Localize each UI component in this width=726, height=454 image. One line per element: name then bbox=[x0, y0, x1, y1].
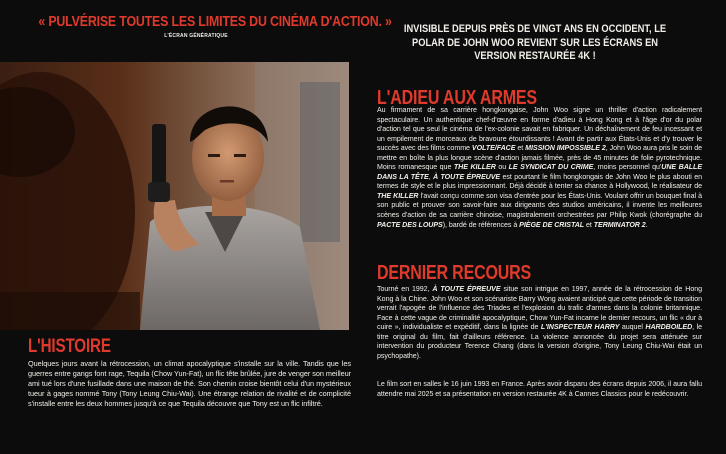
quote-source: L'ÉCRAN GÉNÉRATIQUE bbox=[164, 33, 228, 39]
adieu-heading: L'ADIEU AUX ARMES bbox=[377, 87, 537, 109]
film-still-image bbox=[0, 62, 349, 330]
film-title: THE KILLER bbox=[377, 191, 419, 200]
film-title: HARDBOILED bbox=[645, 323, 693, 332]
film-title: LE SYNDICAT DU CRIME bbox=[508, 163, 594, 172]
intro-banner: INVISIBLE DEPUIS PRÈS DE VINGT ANS EN OCCIDENT, LE POLAR DE JOHN WOO REVIENT SUR LES ÉCRANS EN VERSION RESTAURÉE 4K ! bbox=[403, 23, 667, 62]
film-title: MISSION IMPOSSIBLE 2 bbox=[525, 144, 606, 153]
film-title: THE KILLER bbox=[453, 163, 496, 172]
histoire-body: Quelques jours avant la rétrocession, un climat apocalyptique s'installe sur la ville. Tandis que les guerres entre gangs font rage, Tequila (Chow Yun-Fat), un flic tête brûlée, jure de venger son meilleur ami tué lors d'une fusillade dans une maison de thé. Son chemin croise bientôt celui d'un mystérieux tueur à gages nommé Tony (Tony Leung Chiu-Wai). Une étrange relation de rivalité et de complicité s'installe entre les deux hommes jusqu'à ce que Tequila découvre que Tony est un flic infiltré. bbox=[28, 359, 351, 409]
dernier-heading: DERNIER RECOURS bbox=[377, 262, 532, 284]
dernier-body: Tourné en 1992, À TOUTE ÉPREUVE situe son intrigue en 1997, année de la rétrocession de Hong Kong à la Chine. John Woo et son scénariste Barry Wong avaient anticipé que cette période de transition verrait l'apogée de l'influence des Triades et l'explosion du trafic d'armes dans la colonie britannique. Face à cette vague de criminalité apocalyptique, Chow Yun-Fat incarne le dernier recours, un flic « dur à cuire », individualiste et expéditif, dans la lignée de L'INSPECTEUR HARRY auquel HARDBOILED, le titre original du film, fait d'ailleurs référence. La violence annoncée du projet sera atténuée sur intervention du producteur Terence Chang (dans la version d'origine, Tony Leung Chiu-Wai était un psychopathe). bbox=[377, 285, 702, 360]
film-title: À TOUTE ÉPREUVE bbox=[433, 172, 501, 181]
release-note: Le film sort en salles le 16 juin 1993 en France. Après avoir disparu des écrans depuis 2006, il aura fallu attendre mai 2025 et sa présentation en version restaurée 4K à Cannes Classics pour le redécouvrir. bbox=[377, 380, 702, 398]
press-quote: « PULVÉRISE TOUTES LES LIMITES DU CINÉMA D'ACTION. » bbox=[38, 14, 392, 30]
film-title: TERMINATOR 2 bbox=[593, 220, 646, 229]
film-title: VOLTE/FACE bbox=[471, 144, 516, 153]
film-title: PACTE DES LOUPS bbox=[377, 220, 443, 229]
film-title: UNE BALLE DANS LA TÊTE bbox=[377, 163, 703, 181]
film-title: À TOUTE ÉPREUVE bbox=[432, 285, 501, 293]
film-title: PIÈGE DE CRISTAL bbox=[519, 220, 585, 229]
histoire-heading: L'HISTOIRE bbox=[28, 336, 111, 357]
film-title: L'INSPECTEUR HARRY bbox=[540, 323, 620, 332]
adieu-body: Au firmament de sa carrière hongkongaise, John Woo signe un thriller d'action radicalement spectaculaire. Un authentique chef-d'œuvre en forme d'adieu à Hong Kong et à l'âge d'or du polar d'action tel que seul le cinéma de l'ex-colonie savait en fabriquer. Un déchaînement de feu incessant et un empilement de morceaux de bravoure étourdissants ! Avant de partir aux États-Unis et d'y trouver le succès avec des films comme VOLTE/FACE et MISSION IMPOSSIBLE 2, John Woo aura pris le soin de mettre en boîte la plus longue scène d'action jamais filmée, près de 45 minutes de folie pyrotechnique. Moins romanesque que THE KILLER ou LE SYNDICAT DU CRIME, moins personnel qu'UNE BALLE DANS LA TÊTE, À TOUTE ÉPREUVE est pourtant le film hongkongais de John Woo le plus abouti en termes de style et le plus impressionnant. Déjà décidé à tenter sa chance à Hollywood, le réalisateur de THE KILLER l'avait conçu comme son visa d'entrée pour les États-Unis. Voulant offrir un bouquet final à son public et prouver son savoir-faire aux dirigeants des studios américains, il invente les meilleures scènes d'action de sa carrière chinoise, magistralement orchestrées par Philip Kwok (chorégraphe du PACTE DES LOUPS), bardé de références à PIÈGE DE CRISTAL et TERMINATOR 2. bbox=[377, 106, 703, 229]
